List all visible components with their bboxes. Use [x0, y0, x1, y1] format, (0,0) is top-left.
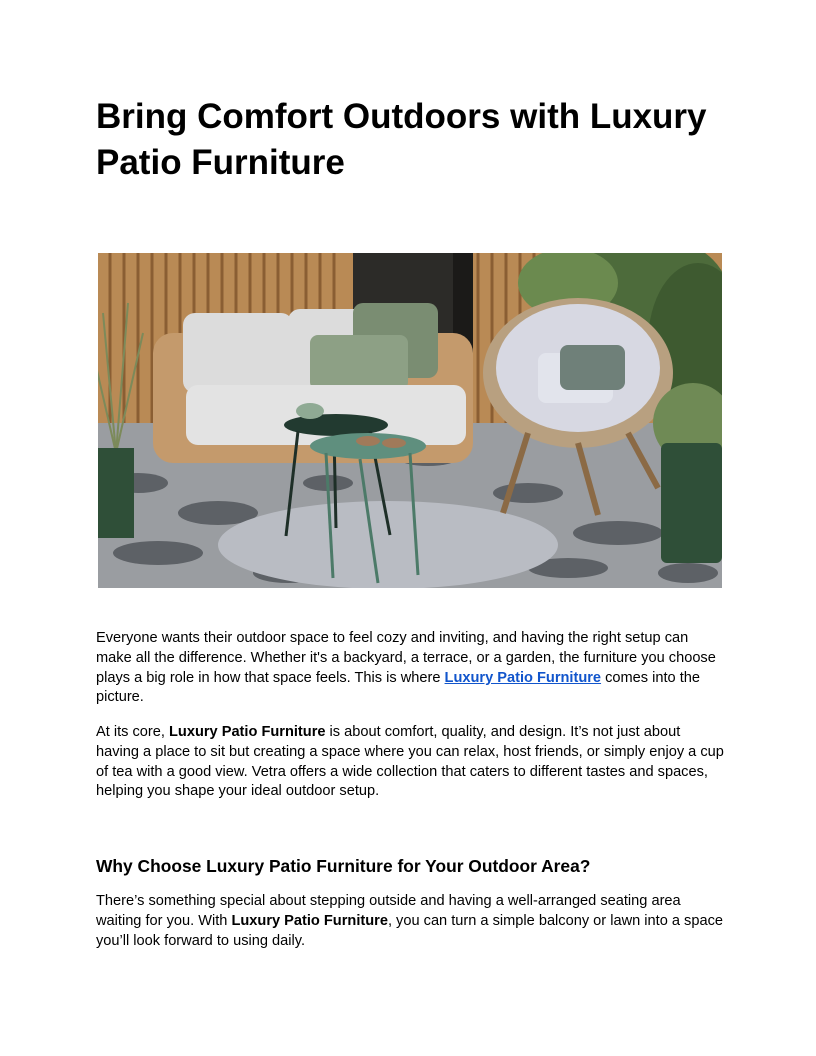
bold-keyword: Luxury Patio Furniture [169, 724, 326, 740]
section-heading: Why Choose Luxury Patio Furniture for Your Outdoor Area? [96, 856, 591, 876]
hero-image-patio-furniture [98, 253, 722, 588]
intro-paragraph: Everyone wants their outdoor space to feel cozy and inviting, and having the right setup can make all the difference. Whether it's a backyard, a terrace, or a garden, the furniture you choose plays a big role in how that space feels. This is where Luxury Patio Furniture comes into the picture. [96, 630, 716, 706]
core-paragraph: At its core, Luxury Patio Furniture is about comfort, quality, and design. It’s not just about having a place to sit but creating a space where you can relax, host friends, or simply enjoy a cup of tea with a good view. Vetra offers a wide collection that caters to different tastes and spaces, helping you shape your ideal outdoor setup. [96, 724, 724, 800]
bold-keyword: Luxury Patio Furniture [231, 912, 388, 929]
why-paragraph: There’s something special about stepping outside and having a well-arranged seating area waiting for you. With Luxury Patio Furniture, you can turn a simple balcony or lawn into a space you’ll look forward to using daily. [96, 893, 723, 949]
luxury-patio-furniture-link[interactable]: Luxury Patio Furniture [444, 669, 602, 686]
page-title: Bring Comfort Outdoors with Luxury Patio Furniture [96, 97, 707, 182]
